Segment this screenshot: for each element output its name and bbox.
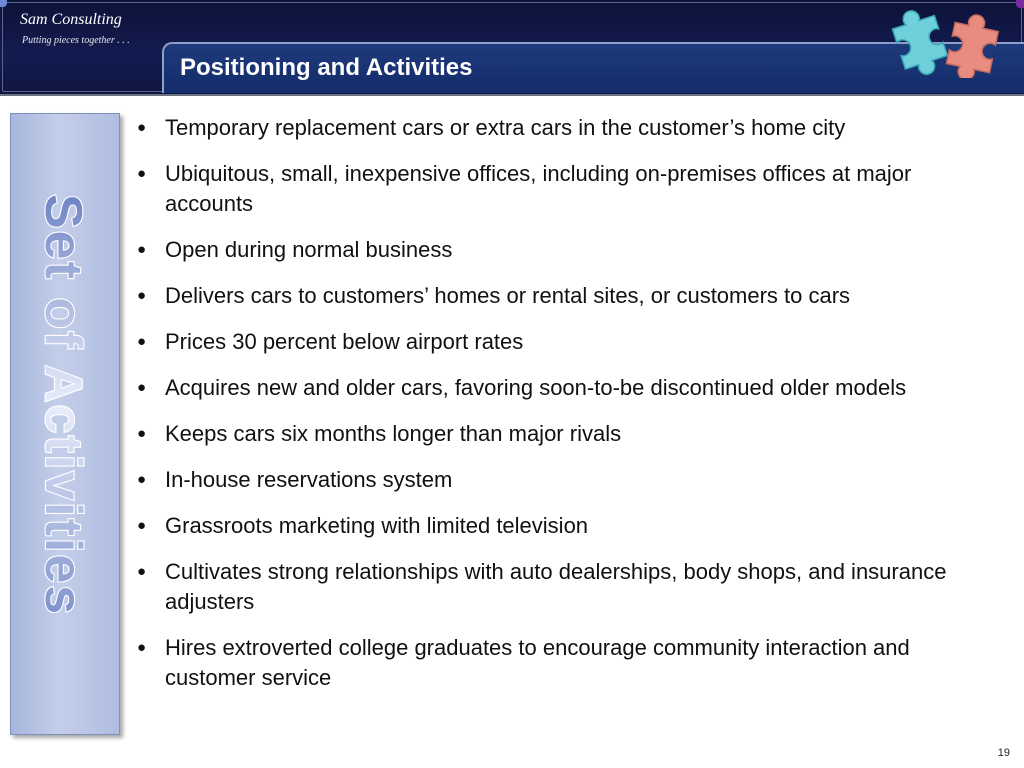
bullet-item: ● Open during normal business xyxy=(134,235,1004,265)
side-panel xyxy=(10,113,120,735)
bullet-list xyxy=(134,113,1004,709)
bullet-item: ● Prices 30 percent below airport rates xyxy=(134,327,1004,357)
brand-tagline: Putting pieces together . . . xyxy=(22,35,130,46)
page-number: 19 xyxy=(997,747,1010,759)
side-panel-label-art xyxy=(11,114,119,734)
bullet-item: ● Hires extroverted college graduates to encourage community interaction and customer service xyxy=(134,633,1004,693)
bullet-item: ● Ubiquitous, small, inexpensive offices, including on-premises offices at major accounts xyxy=(134,159,1004,219)
brand-name: Sam Consulting xyxy=(20,11,122,28)
bullet-item: ● In-house reservations system xyxy=(134,465,1004,495)
bullet-item: ● Acquires new and older cars, favoring soon-to-be discontinued older models xyxy=(134,373,1004,403)
side-panel-label: Set of Activities xyxy=(34,194,92,617)
slide-title: Positioning and Activities xyxy=(180,54,473,81)
bullet-item: ● Temporary replacement cars or extra cars in the customer’s home city xyxy=(134,113,1004,143)
bullet-item: ● Grassroots marketing with limited television xyxy=(134,511,1004,541)
bullet-item: ● Delivers cars to customers’ homes or rental sites, or customers to cars xyxy=(134,281,1004,311)
header-banner xyxy=(0,0,1024,96)
puzzle-pieces-icon xyxy=(884,2,1020,78)
bullet-item: ● Cultivates strong relationships with auto dealerships, body shops, and insurance adjusters xyxy=(134,557,1004,617)
bullet-item: ● Keeps cars six months longer than major rivals xyxy=(134,419,1004,449)
